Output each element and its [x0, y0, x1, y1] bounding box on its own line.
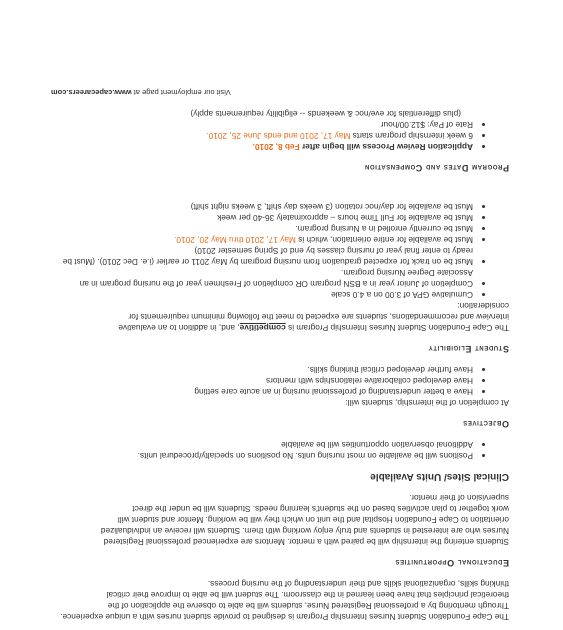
- objectives-heading: Objectives: [462, 419, 509, 429]
- student-eligibility-heading: Student Eligibility: [428, 344, 509, 354]
- paragraph-line: work together to plan activities based on the student's learning needs. Students will be under the direct: [132, 504, 509, 514]
- footer-text: Visit our employment page at: [131, 88, 231, 97]
- list-item: • Must be available for day/noc rotation (3 weeks day shift, 3 weeks night shift): [51, 201, 473, 212]
- text-run: 6 week internship program starts: [350, 131, 473, 141]
- program-dates-heading: Program Dates and Compensation: [364, 163, 509, 173]
- list-item: • Must be currently enrolled in a Nursing program.: [51, 223, 473, 234]
- list-item: • Additional observation opportunities will be available: [51, 439, 473, 450]
- list-item: • Cumulative GPA of 3.00 on a 4.0 scale: [51, 289, 473, 300]
- highlight-date: May 17, 2010 thru May 20, 2010.: [174, 235, 296, 245]
- list-item: • Have further developed critical thinking skills.: [51, 364, 473, 375]
- list-item: [51, 234, 473, 245]
- highlight-date: May 17, 2010 and ends June 25, 2010.: [206, 131, 351, 141]
- text-run: The Cape Foundation Student Nurses Internship Program is: [285, 323, 509, 333]
- text-run: , and, in addition to an evaluative: [118, 323, 240, 333]
- list-item: [51, 141, 473, 152]
- footer: [51, 87, 509, 98]
- text-run: Must be available for entire orientation, which is: [295, 235, 473, 245]
- objectives-list: [51, 364, 509, 397]
- list-item: [51, 130, 473, 141]
- intro-line: The Cape Foundation Student Nurses Internship Program is designed to provide student nurses with a unique experience.: [60, 612, 509, 622]
- intro-line: thinking skills, organizational skills and their understanding of the nursing process.: [207, 579, 509, 589]
- list-item: • Must be on track for expected graduation from nursing program by May 2011 or earlier (i.e. Dec 2010). (Must be ready to enter final year of nursing classes by end of Spring semester 2010): [51, 245, 473, 267]
- paragraph-line: consideration:: [457, 301, 509, 311]
- list-item: • Must be available for Full Time hours – approximately 36-40 per week: [51, 212, 473, 223]
- paragraph-line: supervision of their mentor.: [409, 493, 509, 503]
- list-item: • Completion of Junior year in a BSN program OR completion of Freshmen year of the nursing program in an Associate Degree Nursing program.: [51, 267, 473, 289]
- paragraph-line: [51, 322, 509, 333]
- list-item: • Have a better understanding of professional nursing in an acute care setting: [51, 386, 473, 397]
- eligibility-list: [51, 201, 509, 300]
- highlight-date: Feb 8, 2010.: [252, 142, 300, 152]
- list-item: • Have developed collaborative relationships with mentors: [51, 375, 473, 386]
- text-run: Application Review Process will begin after: [299, 142, 473, 152]
- clinical-list: [51, 439, 509, 461]
- list-item: • Positions will be available on most nursing units. No positions on specialty/procedural units.: [51, 450, 473, 461]
- list-item: • Rate of Pay: $12.00/hour: [51, 119, 473, 130]
- paragraph-line: interview and recommendations, students are expected to meet the following minimum requirements for: [128, 312, 509, 322]
- paragraph-line: Nurses who are interested in students and truly enjoy working with them. Students will receive an individualized: [100, 526, 509, 536]
- document-page: [51, 87, 509, 622]
- objectives-lead: At completion of the internship, students will:: [345, 398, 509, 408]
- emphasis-text: competitive: [239, 323, 286, 333]
- intro-line: Through mentoring by a professional Registered Nurse, students will be able to observe the application of the: [107, 601, 509, 611]
- intro-line: theoretical principles that have been learned in the classroom. The student will be able to improve their critical: [106, 590, 509, 600]
- dates-list: [51, 119, 509, 152]
- paragraph-line: orientation to Cape Foundation Hospital and the unit on which they will be working. Mentor and student will: [117, 515, 509, 525]
- educational-opportunities-heading: Educational Opportunities: [394, 558, 509, 568]
- careers-link[interactable]: www.capecareers.com: [51, 88, 132, 97]
- pay-note: (plus differentials for eve/noc & weekends -- eligibility requirements apply): [190, 109, 461, 119]
- clinical-sites-heading: Clinical Sites/ Units Available: [370, 471, 509, 482]
- paragraph-line: Students entering the internship will be paired with a mentor. Mentors are experienced professional Registered: [103, 537, 509, 547]
